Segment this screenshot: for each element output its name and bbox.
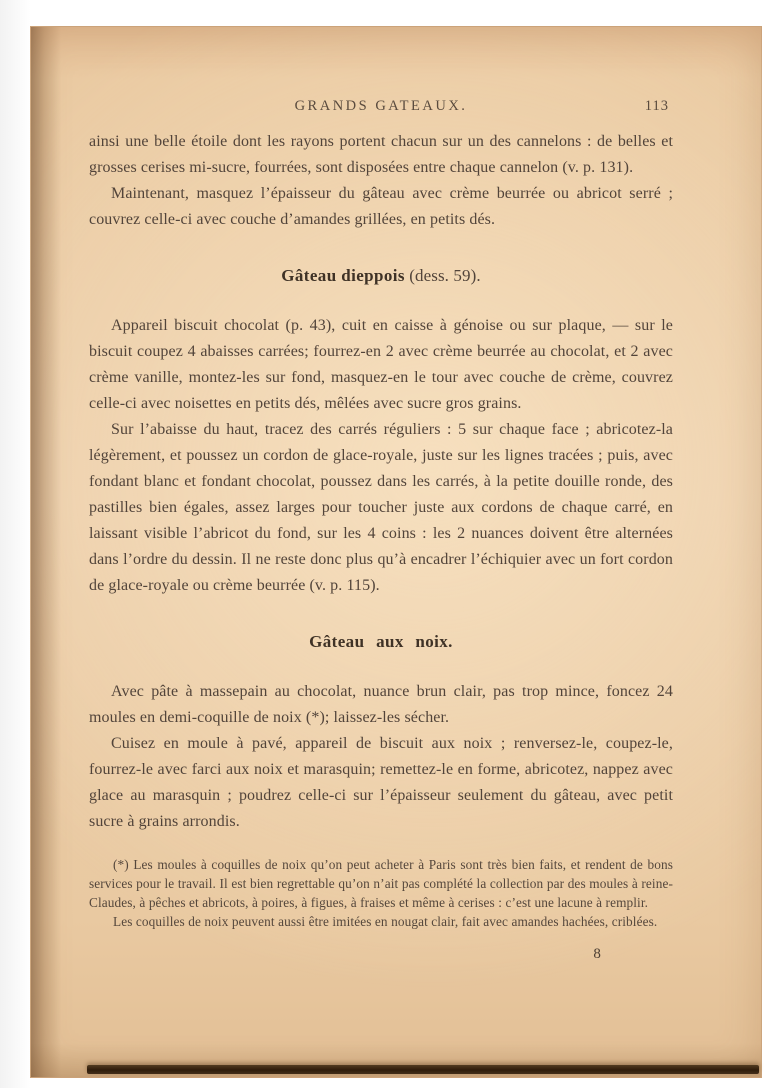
paragraph-intro-2: Maintenant, masquez l’épaisseur du gâteau avec crème beurrée ou abricot serré ; couvrez celle-ci avec couche d’amandes grillées, en petits dés. xyxy=(89,185,673,228)
page-content xyxy=(89,93,673,967)
header-title: GRANDS GATEAUX. xyxy=(294,98,468,114)
footnote-1: (*) Les moules à coquilles de noix qu’on peut acheter à Paris sont très bien faits, et rendent de bons services pour le travail. Il est bien regrettable qu’on n’ait pas complété la collection par des moules à reine-Claudes, à pêches et abricots, à poires, à figues, à fraises et même à cerises : c’est une lacune à remplir. xyxy=(89,857,673,910)
running-header xyxy=(89,93,673,113)
book-page xyxy=(30,26,762,1078)
header-page-number: 113 xyxy=(644,98,669,114)
section-heading-dieppois xyxy=(89,265,673,287)
paragraph-noix-2: Cuisez en moule à pavé, appareil de biscuit aux noix ; renversez-le, coupez-le, fourrez-le avec farci aux noix et marasquin; remettez-le en forme, abricotez, nappez avec glace au marasquin ; poudrez celle-ci sur l’épaisseur seulement du gâteau, avec petit sucre à grains arrondis. xyxy=(89,735,673,830)
page-bottom-edge xyxy=(87,1065,759,1074)
heading-dieppois-subtitle: (dess. 59). xyxy=(404,266,481,285)
paragraph-dieppois-1: Appareil biscuit chocolat (p. 43), cuit en caisse à génoise ou sur plaque, — sur le biscuit coupez 4 abaisses carrées; fourrez-en 2 avec crème beurrée au chocolat, et 2 avec crème vanille, montez-les sur fond, masquez-en le tour avec couche de crème, couvrez celle-ci avec noisettes en petits dés, mêlées avec sucre gros grains. xyxy=(89,317,673,412)
footnote-block xyxy=(89,855,673,931)
signature-mark: 8 xyxy=(593,946,601,962)
paragraph-noix-1: Avec pâte à massepain au chocolat, nuance brun clair, pas trop mince, foncez 24 moules en demi-coquille de noix (*); laissez-les sécher. xyxy=(89,683,673,726)
heading-noix-title: Gâteau aux noix. xyxy=(309,632,453,651)
section-heading-noix xyxy=(89,631,673,653)
heading-dieppois-title: Gâteau dieppois xyxy=(281,266,405,285)
paragraph-dieppois-2: Sur l’abaisse du haut, tracez des carrés réguliers : 5 sur chaque face ; abricotez-la légèrement, et poussez un cordon de glace-royale, juste sur les lignes tracées ; puis, avec fondant blanc et fondant chocolat, poussez dans les carrés, à la petite douille ronde, des pastilles bien égales, assez larges pour toucher juste aux cordons de chaque carré, en laissant visible l’abricot du fond, sur les 4 coins : les 2 nuances doivent être alternées dans l’ordre du dessin. Il ne reste donc plus qu’à encadrer l’échiquier avec un fort cordon de glace-royale ou crème beurrée (v. p. 115). xyxy=(89,421,673,594)
paragraph-intro-continuation: ainsi une belle étoile dont les rayons portent chacun sur un des cannelons : de belles et grosses cerises mi-sucre, fourrées, sont disposées entre chaque cannelon (v. p. 131). xyxy=(89,133,673,176)
footnote-2: Les coquilles de noix peuvent aussi être imitées en nougat clair, fait avec amandes hachées, criblées. xyxy=(113,914,658,929)
